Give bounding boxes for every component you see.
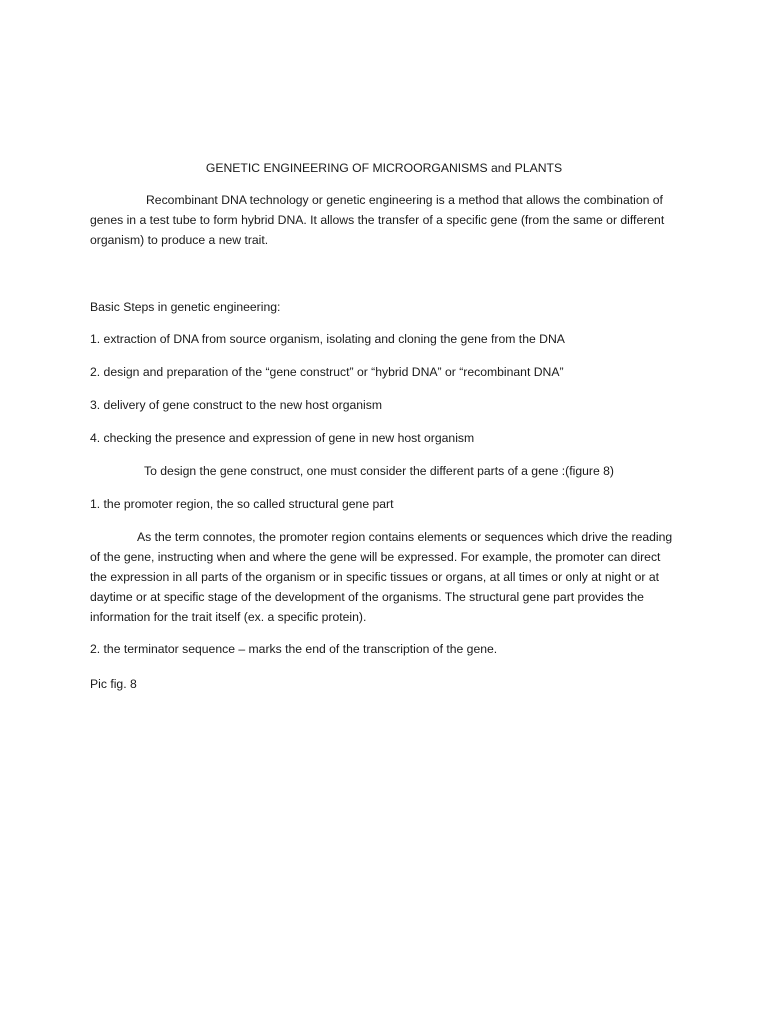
figure-note: Pic fig. 8 (90, 677, 137, 691)
step-item: 3. delivery of gene construct to the new host organism (90, 398, 382, 412)
step-item: 2. design and preparation of the “gene construct” or “hybrid DNA” or “recombinant DNA” (90, 365, 564, 379)
step-item: 4. checking the presence and expression of gene in new host organism (90, 431, 475, 445)
document-title: GENETIC ENGINEERING OF MICROORGANISMS and PLANTS (205, 161, 563, 175)
construct-intro: To design the gene construct, one must consider the different parts of a gene :(figure 8) (144, 464, 614, 478)
steps-heading: Basic Steps in genetic engineering: (90, 300, 281, 314)
gene-part-2: 2. the terminator sequence – marks the end of the transcription of the gene. (90, 642, 498, 656)
promoter-paragraph: As the term connotes, the promoter region contains elements or sequences which drive the reading of the gene, instructing when and where the gene will be expressed. For example, the promoter can direct the expression in all parts of the organism or in specific tissues or organs, at all times or only at night or at daytime or at specific stage of the development of the organisms. The structural gene part provides the information for the trait itself (ex. a specific protein). (90, 530, 673, 624)
step-item: 1. extraction of DNA from source organism, isolating and cloning the gene from the DNA (90, 332, 565, 346)
intro-paragraph: Recombinant DNA technology or genetic engineering is a method that allows the combination of genes in a test tube to form hybrid DNA. It allows the transfer of a specific gene (from the same or different organism) to produce a new trait. (90, 193, 665, 247)
gene-part-1: 1. the promoter region, the so called structural gene part (90, 497, 394, 511)
